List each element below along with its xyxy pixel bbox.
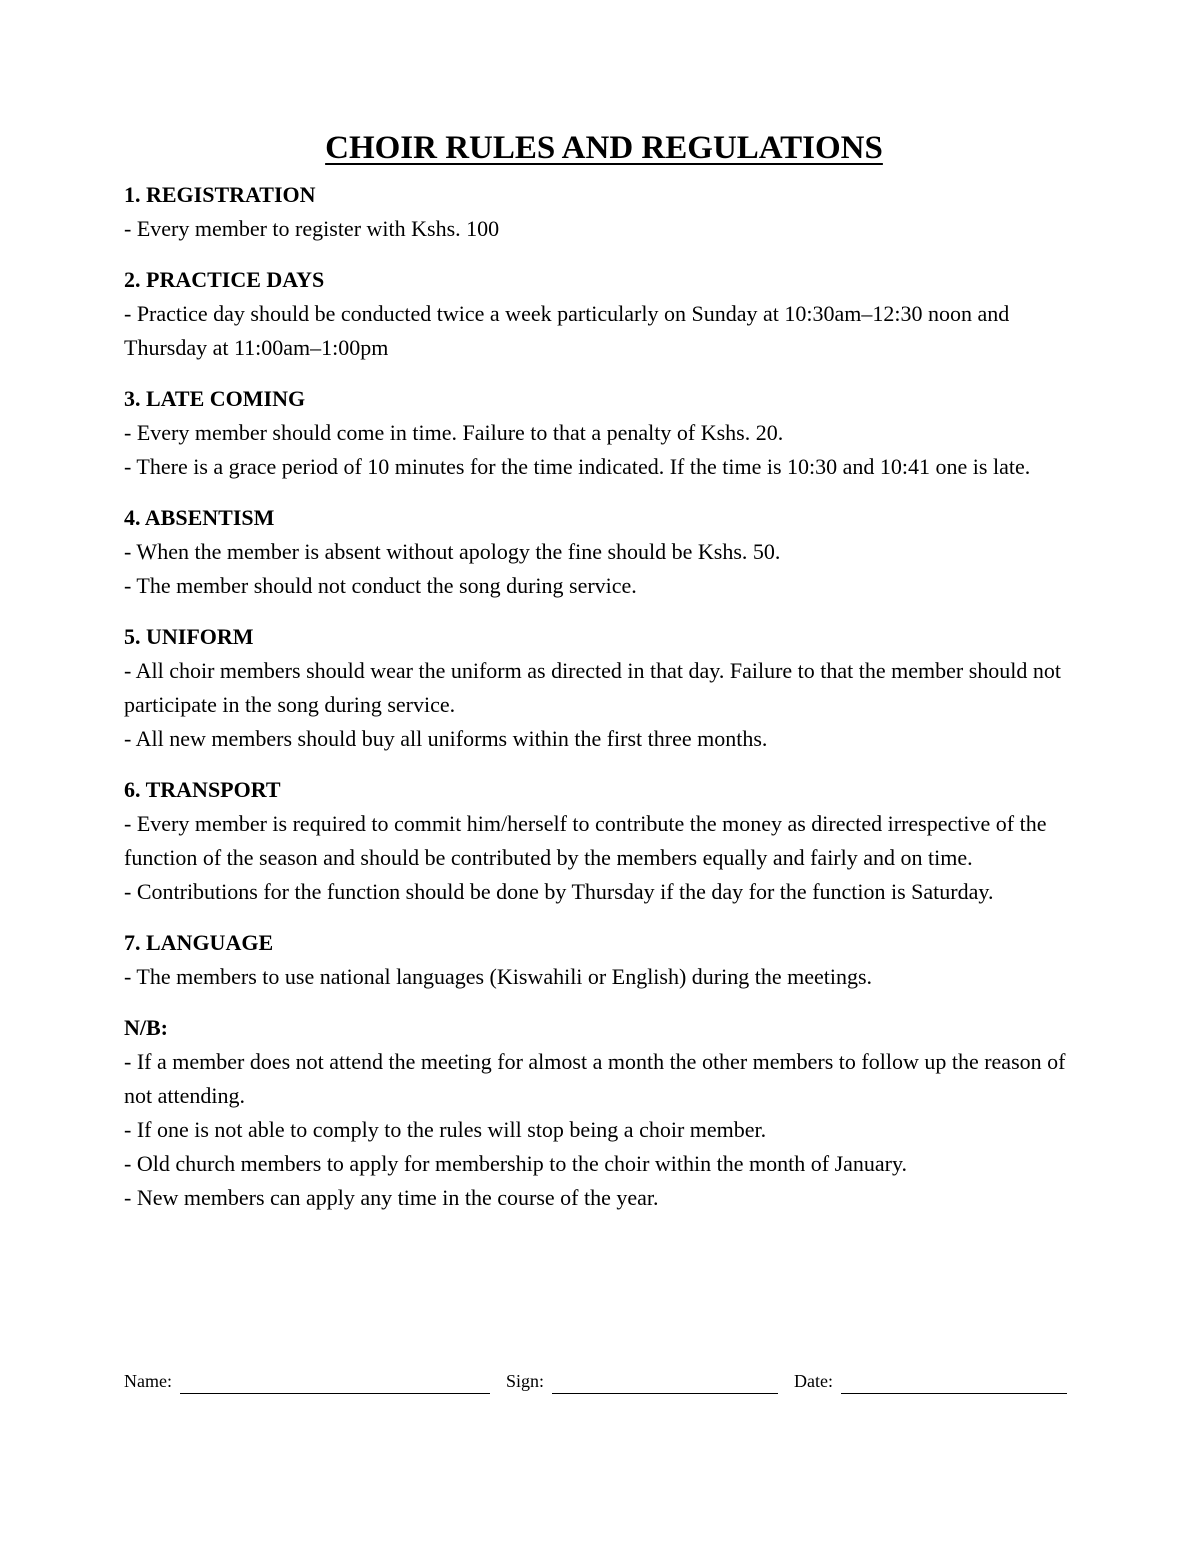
rule-item: - If one is not able to comply to the rules will stop being a choir member. <box>124 1117 767 1142</box>
rule-item: - Every member is required to commit him/herself to contribute the money as directed irrespective of the function of the season and should be contributed by the members equally and fairly and on time. <box>124 811 1047 870</box>
section-transport <box>124 773 1084 909</box>
rule-item: - The members to use national languages (Kiswahili or English) during the meetings. <box>124 964 873 989</box>
rule-item: - Every member to register with Kshs. 100 <box>124 216 500 241</box>
section-late-coming <box>124 382 1084 484</box>
signature-row <box>124 1368 1089 1394</box>
sign-blank-line[interactable] <box>552 1373 778 1394</box>
section-heading: 2. PRACTICE DAYS <box>124 267 325 292</box>
rule-item: - Every member should come in time. Failure to that a penalty of Kshs. 20. <box>124 420 784 445</box>
section-heading: 1. REGISTRATION <box>124 182 316 207</box>
section-uniform <box>124 620 1084 756</box>
name-blank-line[interactable] <box>180 1373 490 1394</box>
rule-item: - The member should not conduct the song during service. <box>124 573 637 598</box>
rule-item: - All choir members should wear the uniform as directed in that day. Failure to that the member should not participate in the song during service. <box>124 658 1062 717</box>
document-title: CHOIR RULES AND REGULATIONS <box>325 130 883 166</box>
date-field <box>794 1368 1067 1394</box>
sign-field <box>506 1368 794 1394</box>
rule-item: - Contributions for the function should be done by Thursday if the day for the function is Saturday. <box>124 879 994 904</box>
name-field <box>124 1368 506 1394</box>
section-heading: 5. UNIFORM <box>124 624 254 649</box>
rule-item: - There is a grace period of 10 minutes for the time indicated. If the time is 10:30 and 10:41 one is late. <box>124 454 1031 479</box>
rule-item: - New members can apply any time in the course of the year. <box>124 1185 659 1210</box>
rule-item: - When the member is absent without apology the fine should be Kshs. 50. <box>124 539 781 564</box>
rule-item: - Practice day should be conducted twice a week particularly on Sunday at 10:30am–12:30 noon and Thursday at 11:00am–1:00pm <box>124 301 1010 360</box>
section-registration <box>124 178 1084 246</box>
document-page <box>124 128 1084 1232</box>
rule-item: - If a member does not attend the meeting for almost a month the other members to follow up the reason of not attending. <box>124 1049 1066 1108</box>
section-heading: 6. TRANSPORT <box>124 777 281 802</box>
section-heading: 7. LANGUAGE <box>124 930 274 955</box>
section-language <box>124 926 1084 994</box>
name-label: Name: <box>124 1371 172 1391</box>
rule-item: - Old church members to apply for membership to the choir within the month of January. <box>124 1151 908 1176</box>
rule-item: - All new members should buy all uniforms within the first three months. <box>124 726 768 751</box>
section-notes <box>124 1011 1084 1215</box>
sign-label: Sign: <box>505 1371 544 1391</box>
section-heading: 3. LATE COMING <box>124 386 306 411</box>
section-heading: N/B: <box>124 1015 168 1040</box>
section-heading: 4. ABSENTISM <box>124 505 275 530</box>
date-label: Date: <box>794 1371 833 1391</box>
section-absentism <box>124 501 1084 603</box>
section-practice-days <box>124 263 1084 365</box>
date-blank-line[interactable] <box>841 1373 1067 1394</box>
